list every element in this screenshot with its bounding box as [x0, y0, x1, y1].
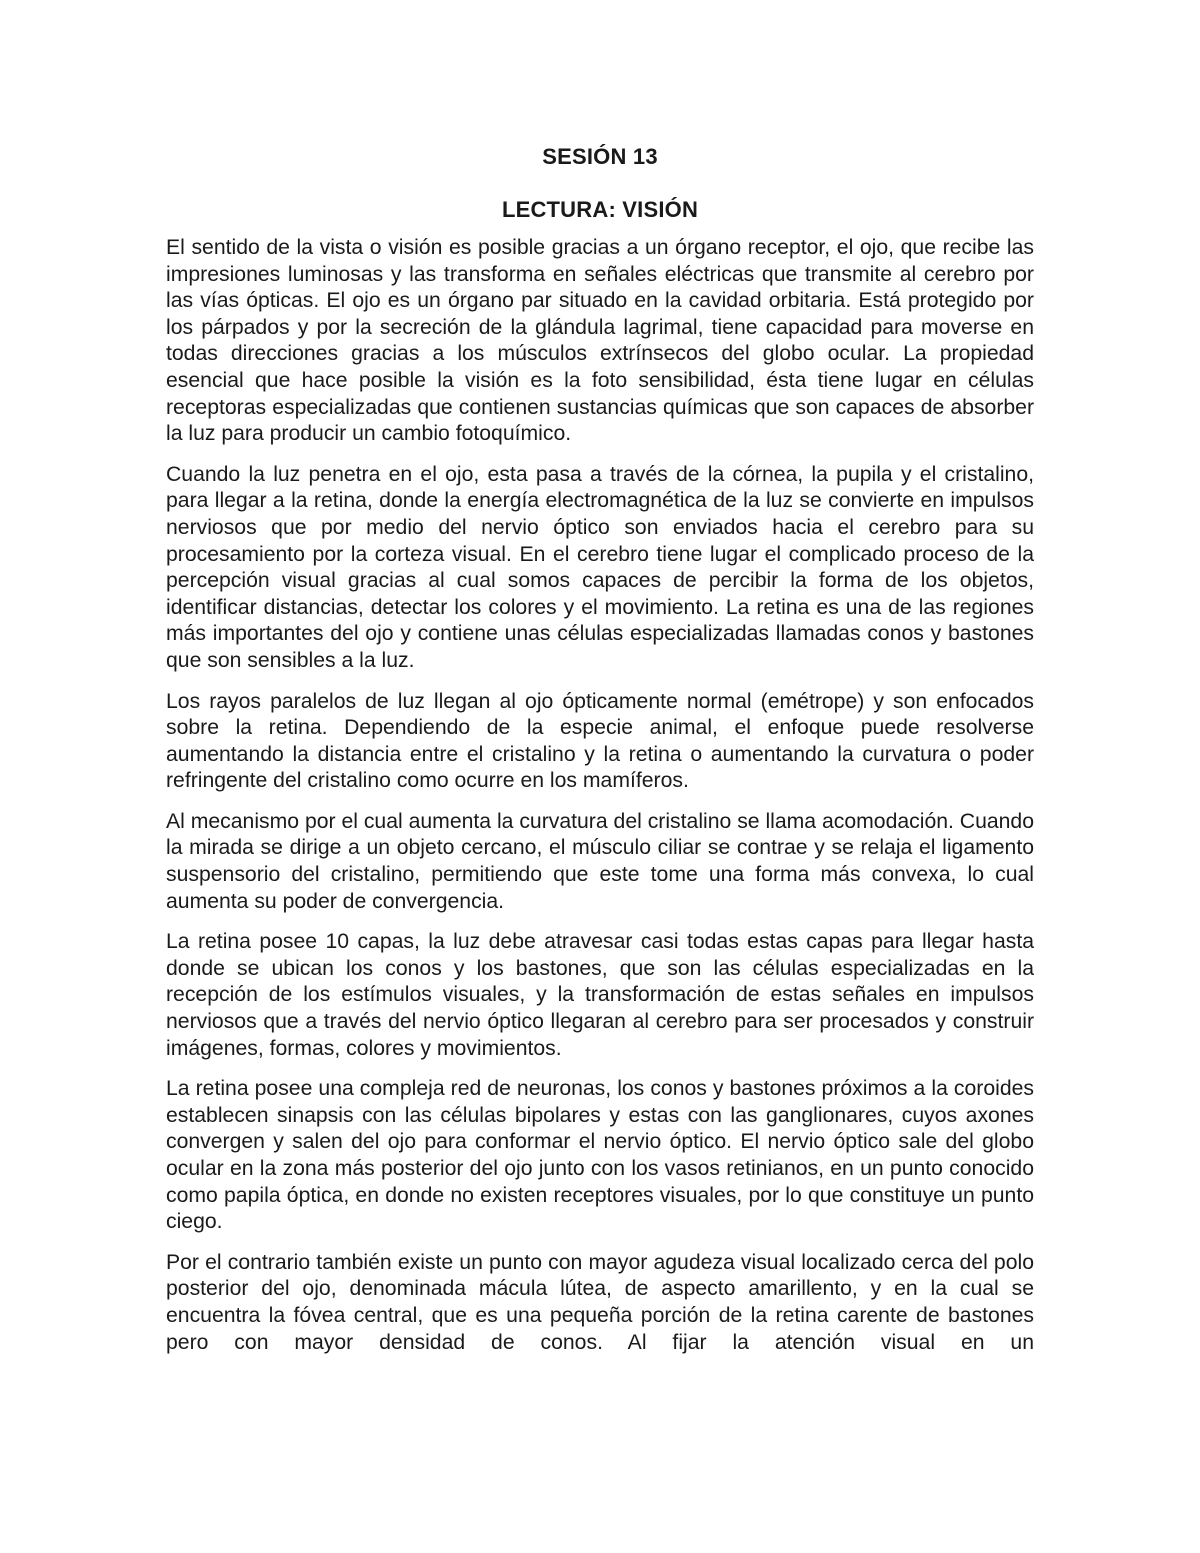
paragraph-6: La retina posee una compleja red de neuronas, los conos y bastones próximos a la coroides establecen sinapsis con las células bipolares y estas con las ganglionares, cuyos axones convergen y salen del ojo para conformar el nervio óptico. El nervio óptico sale del globo ocular en la zona más posterior del ojo junto con los vasos retinianos, en un punto conocido como papila óptica, en donde no existen receptores visuales, por lo que constituye un punto ciego. [166, 1077, 1034, 1234]
paragraph-2: Cuando la luz penetra en el ojo, esta pasa a través de la córnea, la pupila y el cristalino, para llegar a la retina, donde la energía electromagnética de la luz se convierte en impulsos nerviosos que por medio del nervio óptico son enviados hacia el cerebro para su procesamiento por la corteza visual. En el cerebro tiene lugar el complicado proceso de la percepción visual gracias al cual somos capaces de percibir la forma de los objetos, identificar distancias, detectar los colores y el movimiento. La retina es una de las regiones más importantes del ojo y contiene unas células especializadas llamadas conos y bastones que son sensibles a la luz. [166, 462, 1034, 672]
paragraph-1: El sentido de la vista o visión es posible gracias a un órgano receptor, el ojo, que recibe las impresiones luminosas y las transforma en señales eléctricas que transmite al cerebro por las vías ópticas. El ojo es un órgano par situado en la cavidad orbitaria. Está protegido por los párpados y por la secreción de la glándula lagrimal, tiene capacidad para moverse en todas direcciones gracias a los músculos extrínsecos del globo ocular. La propiedad esencial que hace posible la visión es la foto sensibilidad, ésta tiene lugar en células receptoras especializadas que contienen sustancias químicas que son capaces de absorber la luz para producir un cambio fotoquímico. [166, 236, 1034, 446]
paragraph-3: Los rayos paralelos de luz llegan al ojo ópticamente normal (emétrope) y son enfocados sobre la retina. Dependiendo de la especie animal, el enfoque puede resolverse aumentando la distancia entre el cristalino y la retina o aumentando la curvatura o poder refringente del cristalino como ocurre en los mamíferos. [166, 689, 1034, 793]
reading-title: LECTURA: VISIÓN [501, 197, 699, 222]
paragraph-5: La retina posee 10 capas, la luz debe atravesar casi todas estas capas para llegar hasta donde se ubican los conos y los bastones, que son las células especializadas en la recepción de los estímulos visuales, y la transformación de estas señales en impulsos nerviosos que a través del nervio óptico llegaran al cerebro para ser procesados y construir imágenes, formas, colores y movimientos. [166, 930, 1034, 1060]
paragraph-7: Por el contrario también existe un punto con mayor agudeza visual localizado cerca del polo posterior del ojo, denominada mácula lútea, de aspecto amarillento, y en la cual se encuentra la fóvea central, que es una pequeña porción de la retina carente de bastones pero con mayor densidad de conos. Al fijar la atención visual en un [166, 1250, 1034, 1354]
paragraph-4: Al mecanismo por el cual aumenta la curvatura del cristalino se llama acomodación. Cuando la mirada se dirige a un objeto cercano, el músculo ciliar se contrae y se relaja el ligamento suspensorio del cristalino, permitiendo que este tome una forma más convexa, lo cual aumenta su poder de convergencia. [166, 809, 1034, 913]
document-body [166, 136, 1034, 1370]
session-title: SESIÓN 13 [542, 144, 658, 169]
